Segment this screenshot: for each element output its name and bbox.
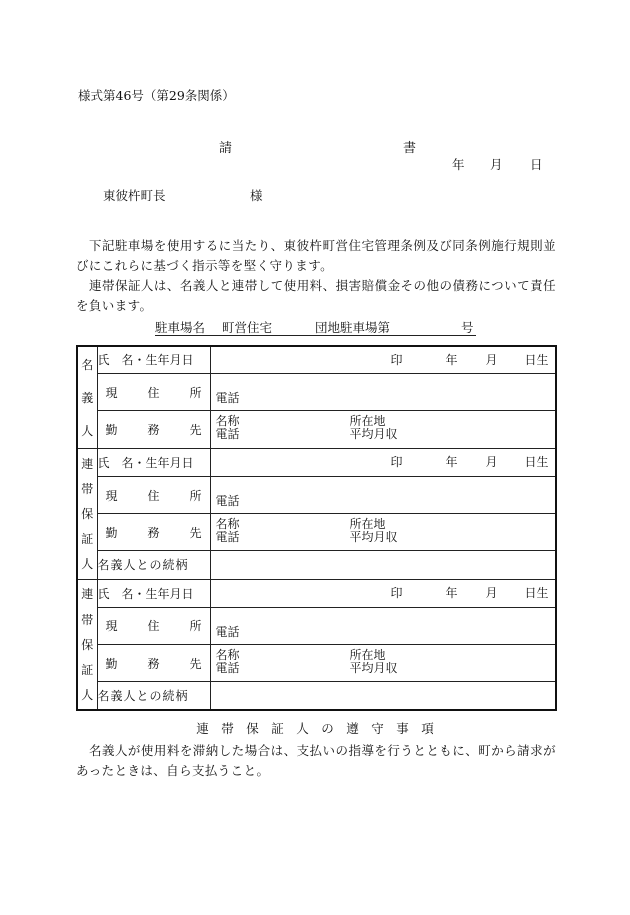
title-char-2: 書 — [403, 141, 417, 156]
seal-mark: 印 — [390, 454, 403, 469]
address-label: 現 住 所 — [97, 476, 210, 513]
group-label-holder — [77, 346, 97, 448]
monthly-income-label: 平均月収 — [349, 427, 398, 442]
birth-day-unit: 日生 — [524, 585, 549, 600]
workplace-location-label: 所在地 — [349, 517, 386, 532]
relation-field[interactable] — [210, 551, 556, 579]
workplace-name-label: 名称 — [215, 517, 240, 532]
table-row — [77, 645, 556, 682]
parking-line — [155, 318, 476, 336]
workplace-phone-label: 電話 — [215, 530, 240, 545]
address-field[interactable] — [210, 373, 556, 410]
birth-month-unit: 月 — [485, 585, 498, 600]
table-row — [77, 579, 556, 607]
phone-label: 電話 — [215, 624, 240, 639]
birth-day-unit: 日生 — [524, 454, 549, 469]
workplace-name-label: 名称 — [215, 648, 240, 662]
title-char-1: 請 — [219, 141, 233, 156]
group-char: 名 — [81, 357, 94, 372]
birth-year-unit: 年 — [445, 353, 458, 367]
table-row — [77, 607, 556, 644]
name-birth-label: 氏 名・生年月日 — [97, 346, 210, 373]
paragraph-compliance: 下記駐車場を使用するに当たり、東彼杵町営住宅管理条例及び同条例施行規則並びにこれらに基づく指示等を堅く守ります。 — [76, 238, 556, 273]
birth-month-unit: 月 — [485, 353, 498, 367]
seal-mark: 印 — [390, 353, 403, 367]
table-row — [77, 551, 556, 579]
seal-mark: 印 — [390, 585, 403, 600]
addressee-name: 東彼杵町長 — [103, 188, 166, 203]
date-month-unit: 月 — [490, 157, 503, 172]
address-label: 現 住 所 — [97, 607, 210, 644]
addressee-honorific: 様 — [250, 188, 263, 203]
phone-label: 電話 — [215, 493, 240, 508]
address-field[interactable] — [210, 476, 556, 513]
form-number: 様式第46号（第29条関係） — [78, 88, 235, 103]
address-field[interactable] — [210, 607, 556, 644]
relation-field[interactable] — [210, 682, 556, 710]
name-birth-label: 氏 名・生年月日 — [97, 579, 210, 607]
name-birth-field[interactable] — [210, 579, 556, 607]
group-label-guarantor: 連 帯 保 証 人 — [77, 448, 97, 579]
parking-housing: 町営住宅 — [222, 320, 273, 335]
table-row — [77, 682, 556, 710]
applicant-table — [76, 345, 557, 711]
group-label-guarantor: 連 帯 保 証 人 — [77, 579, 97, 710]
rules-text: 名義人が使用料を滞納した場合は、支払いの指導を行うとともに、町から請求があったときは、自ら支払うこと。 — [76, 743, 556, 778]
birth-year-unit: 年 — [445, 454, 458, 469]
monthly-income-label: 平均月収 — [349, 661, 398, 675]
workplace-phone-label: 電話 — [215, 661, 240, 675]
date-day-unit: 日 — [530, 157, 543, 172]
workplace-name-label: 名称 — [215, 414, 240, 429]
workplace-location-label: 所在地 — [349, 648, 386, 662]
workplace-field[interactable] — [210, 411, 556, 448]
table-row — [77, 346, 556, 373]
rules-heading: 連 帯 保 証 人 の 遵 守 事 項 — [196, 721, 434, 736]
group-char: 人 — [81, 424, 94, 439]
group-char: 義 — [81, 390, 94, 405]
birth-day-unit: 日生 — [524, 353, 549, 367]
workplace-phone-label: 電話 — [215, 427, 240, 442]
parking-complex: 団地駐車場第 — [315, 320, 391, 335]
table-row — [77, 476, 556, 513]
workplace-field[interactable] — [210, 514, 556, 551]
workplace-location-label: 所在地 — [349, 414, 386, 429]
name-birth-field[interactable] — [210, 346, 556, 373]
table-row — [77, 373, 556, 410]
workplace-label: 勤 務 先 — [97, 645, 210, 682]
table-row — [77, 411, 556, 448]
birth-month-unit: 月 — [485, 454, 498, 469]
workplace-label: 勤 務 先 — [97, 514, 210, 551]
phone-label: 電話 — [215, 390, 240, 405]
table-row — [77, 448, 556, 476]
name-birth-label: 氏 名・生年月日 — [97, 448, 210, 476]
parking-number-unit: 号 — [461, 320, 474, 335]
workplace-label: 勤 務 先 — [97, 411, 210, 448]
relation-label: 名義人との続柄 — [97, 682, 210, 710]
monthly-income-label: 平均月収 — [349, 530, 398, 545]
paragraph-guarantor: 連帯保証人は、名義人と連帯して使用料、損害賠償金その他の債務について責任を負います。 — [76, 278, 556, 313]
relation-label: 名義人との続柄 — [97, 551, 210, 579]
table-row — [77, 514, 556, 551]
address-label: 現 住 所 — [97, 373, 210, 410]
name-birth-field[interactable] — [210, 448, 556, 476]
workplace-field[interactable] — [210, 645, 556, 682]
birth-year-unit: 年 — [445, 585, 458, 600]
date-year-unit: 年 — [452, 157, 465, 172]
parking-label: 駐車場名 — [155, 320, 206, 335]
